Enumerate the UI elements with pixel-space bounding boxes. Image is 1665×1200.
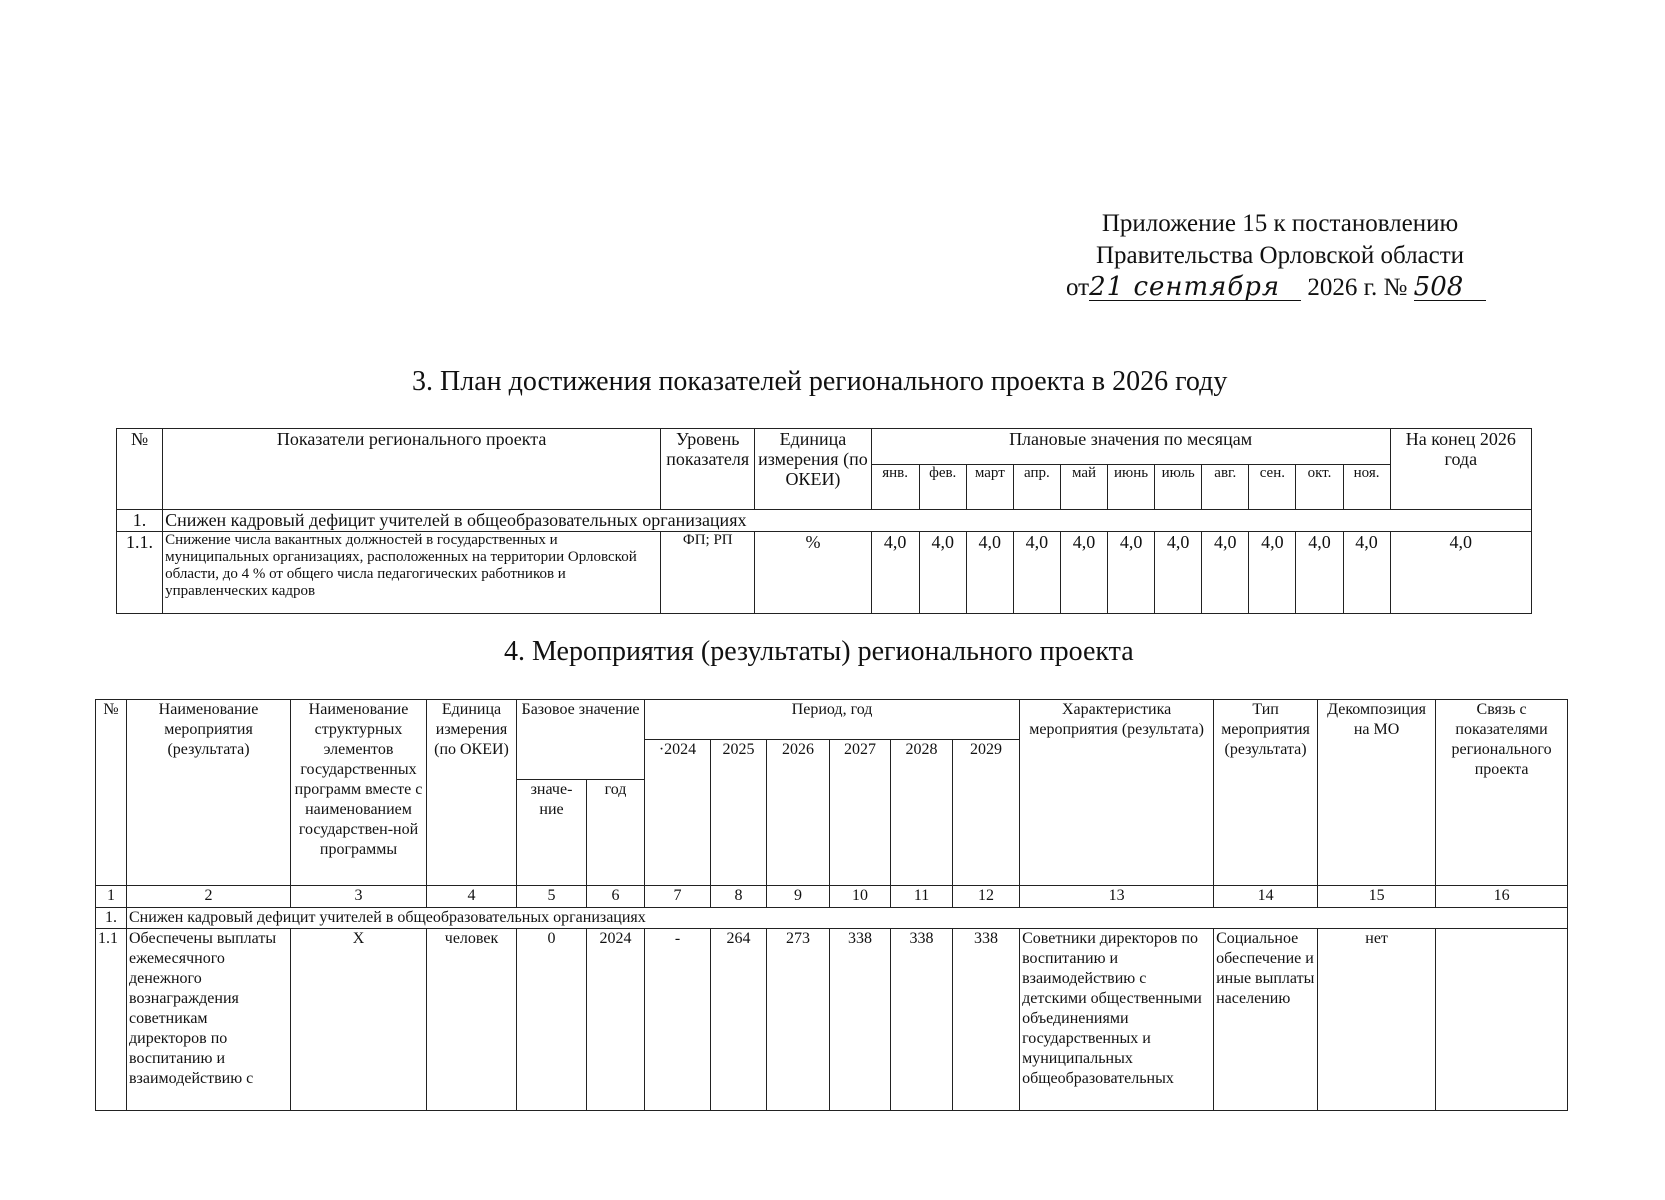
t3-group-row [117,510,1532,532]
t3-month: фев. [919,465,966,510]
t4-row-year-value: 273 [767,929,830,1111]
t3-row-value: 4,0 [1155,532,1202,614]
t4-row-base-value: 0 [517,929,587,1111]
t3-row-value: 4,0 [871,532,919,614]
t3-header-end: На конец 2026 года [1390,429,1531,510]
t4-header-unit: Единица измерения (по ОКЕИ) [427,700,517,886]
t3-month: июнь [1108,465,1155,510]
t4-group-row [96,908,1568,929]
t4-header-base: Базовое значение [517,700,645,780]
t4-col-number: 12 [953,886,1020,908]
t4-col-number: 9 [767,886,830,908]
appendix-header [1050,208,1510,304]
t3-group-num: 1. [117,510,163,532]
t3-header-monthly: Плановые значения по месяцам [871,429,1390,465]
t4-row-link [1436,929,1568,1111]
t3-data-row [117,532,1532,614]
t3-row-num: 1.1. [117,532,163,614]
t3-header-unit: Единица измерения (по ОКЕИ) [755,429,871,510]
t3-row-level: ФП; РП [661,532,755,614]
t4-row-structural: X [291,929,427,1111]
t3-month: авг. [1202,465,1249,510]
t3-month: янв. [871,465,919,510]
appendix-year: 2026 г. № [1307,274,1408,301]
t3-row-value: 4,0 [966,532,1013,614]
t4-column-numbers-row [96,886,1568,908]
t3-row-value: 4,0 [1202,532,1249,614]
section-3-title: 3. План достижения показателей регионального проекта в 2026 году [412,366,1228,397]
t3-row-value: 4,0 [1013,532,1060,614]
t4-row-type: Социальное обеспечение и иные выплаты населению [1214,929,1318,1111]
t4-group-num: 1. [96,908,127,929]
t4-header-base-year: год [587,780,645,886]
t4-col-number: 5 [517,886,587,908]
t4-header-name: Наименование мероприятия (результата) [127,700,291,886]
indicators-plan-table [116,428,1532,614]
t4-row-year-value: 338 [830,929,891,1111]
t4-year: 2029 [953,740,1020,886]
t4-row-num: 1.1 [96,929,127,1111]
t4-year: 2028 [891,740,953,886]
t4-header-period: Период, год [645,700,1020,740]
t4-col-number: 8 [711,886,767,908]
t3-row-value: 4,0 [1249,532,1296,614]
t3-month: сен. [1249,465,1296,510]
t3-header-level: Уровень показателя [661,429,755,510]
section-4-title: 4. Мероприятия (результаты) регионального проекта [504,636,1134,667]
t3-month: ноя. [1343,465,1390,510]
t3-header-indicators: Показатели регионального проекта [163,429,661,510]
t3-month: март [966,465,1013,510]
t3-row-value: 4,0 [1060,532,1107,614]
t4-year: ·2024 [645,740,711,886]
t4-header-link: Связь с показателями регионального проекта [1436,700,1568,886]
t4-header-decomposition: Декомпозиция на МО [1318,700,1436,886]
t3-row-unit: % [755,532,871,614]
t4-row-unit: человек [427,929,517,1111]
t4-col-number: 7 [645,886,711,908]
t4-col-number: 11 [891,886,953,908]
activities-table [95,699,1568,1111]
t4-col-number: 15 [1318,886,1436,908]
t4-year: 2027 [830,740,891,886]
t4-row-name: Обеспечены выплаты ежемесячного денежного вознаграждения советникам директоров по воспитанию и взаимодействию с [127,929,291,1111]
handwritten-number: 508 [1414,274,1486,301]
appendix-prefix: от [1066,274,1090,301]
handwritten-date: 21 сентября [1089,274,1301,301]
t3-row-end: 4,0 [1390,532,1531,614]
t4-row-year-value: 338 [953,929,1020,1111]
t3-group-text: Снижен кадровый дефицит учителей в общеобразовательных организациях [163,510,1532,532]
appendix-line-1: Приложение 15 к постановлению [1101,210,1459,237]
t3-row-value: 4,0 [1343,532,1390,614]
t4-col-number: 4 [427,886,517,908]
t4-data-row [96,929,1568,1111]
t4-row-year-value: - [645,929,711,1111]
t3-month: июль [1155,465,1202,510]
t4-col-number: 2 [127,886,291,908]
t3-month: май [1060,465,1107,510]
t4-col-number: 10 [830,886,891,908]
t4-year: 2026 [767,740,830,886]
t4-row-characteristic: Советники директоров по воспитанию и взаимодействию с детскими общественными объединениями государственных и муниципальных общеобразовательных [1020,929,1214,1111]
t4-col-number: 13 [1020,886,1214,908]
t4-col-number: 1 [96,886,127,908]
t4-col-number: 14 [1214,886,1318,908]
t4-header-structural: Наименование структурных элементов государственных программ вместе с наименованием государствен-ной программы [291,700,427,886]
appendix-line-3 [1050,272,1510,304]
t4-row-base-year: 2024 [587,929,645,1111]
t4-col-number: 3 [291,886,427,908]
t4-header-base-value: значе-ние [517,780,587,886]
t4-header-type: Тип мероприятия (результата) [1214,700,1318,886]
t4-group-text: Снижен кадровый дефицит учителей в общеобразовательных организациях [127,908,1568,929]
t3-month: апр. [1013,465,1060,510]
appendix-line-2: Правительства Орловской области [1095,242,1465,269]
t4-row-decomposition: нет [1318,929,1436,1111]
t4-col-number: 6 [587,886,645,908]
t4-row-year-value: 264 [711,929,767,1111]
t4-header-num: № [96,700,127,886]
t4-header-characteristic: Характеристика мероприятия (результата) [1020,700,1214,886]
t3-month: окт. [1296,465,1343,510]
t3-row-value: 4,0 [1296,532,1343,614]
t3-row-value: 4,0 [1108,532,1155,614]
t3-row-value: 4,0 [919,532,966,614]
t4-row-year-value: 338 [891,929,953,1111]
t3-header-num: № [117,429,163,510]
t4-year: 2025 [711,740,767,886]
t3-row-text: Снижение числа вакантных должностей в государственных и муниципальных организациях, расположенных на территории Орловской области, до 4 % от общего числа педагогических работников и управленческих кадров [163,532,661,614]
t4-col-number: 16 [1436,886,1568,908]
